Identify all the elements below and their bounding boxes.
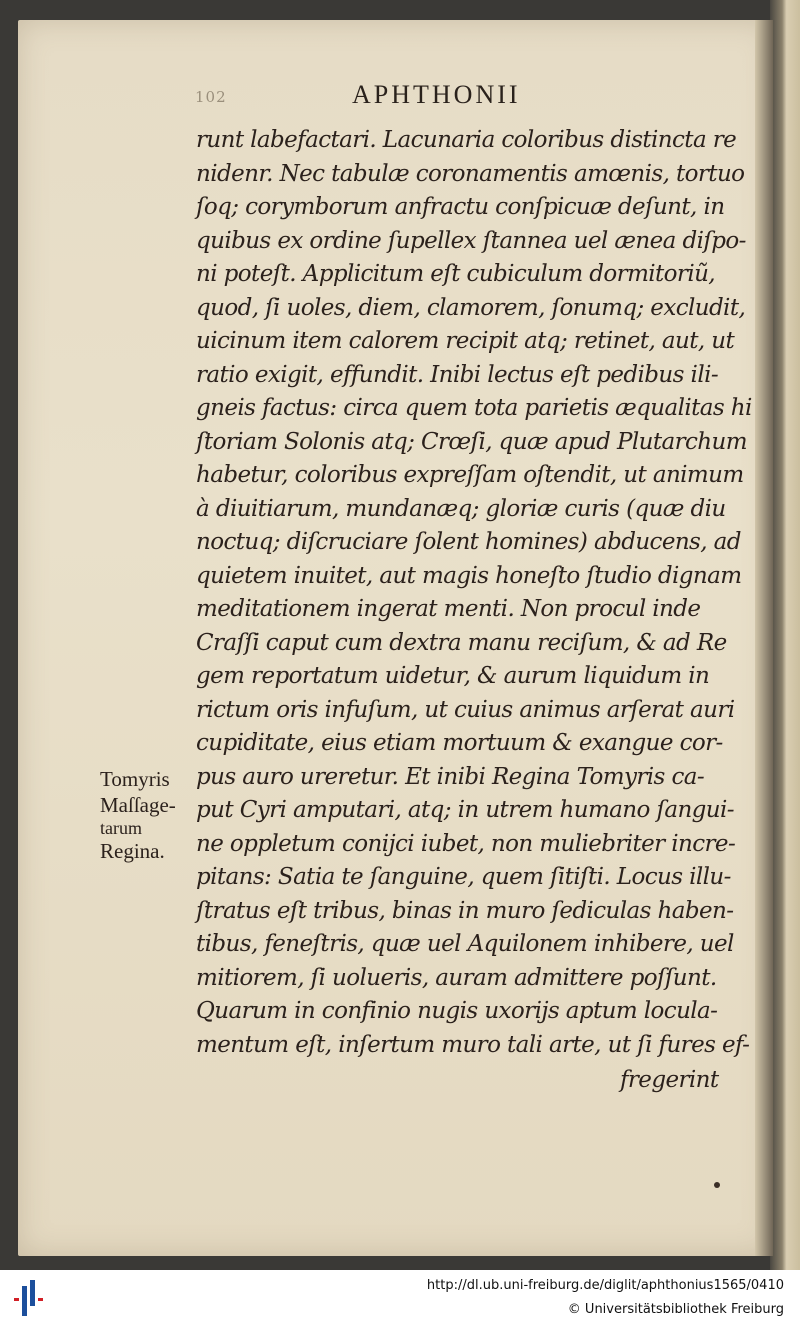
facing-page-edge [770,0,800,1270]
text-line: gneis factus: circa quem tota parietis æqualitas hi [196,395,752,421]
text-line: ſtoriam Solonis atq; Crœſi, quæ apud Plutarchum [196,428,747,455]
text-line: noctuq; diſcruciare ſolent homines) abducens, ad [196,529,741,555]
text-line: uicinum item calorem recipit atq; retinet, aut, ut [196,328,735,354]
margin-note [100,766,176,864]
text-line: runt labefactari. Lacunaria coloribus distincta re [196,127,737,153]
page-gutter [755,20,773,1256]
text-line: quod, ſi uoles, diem, clamorem, ſonumq; excludit, [196,294,746,321]
text-line: à diuitiarum, mundanæq; gloriæ curis (quæ diu [196,495,726,522]
running-head: APHTHONII [352,80,521,109]
text-line: mentum eſt, inſertum muro tali arte, ut ſi fures ef- [196,1031,750,1058]
text-line: rictum oris infuſum, ut cuius animus arſerat auri [196,696,735,723]
text-line: cupiditate, eius etiam mortuum & exangue cor- [196,730,723,756]
margin-note-line: Tomyris [100,767,170,791]
text-line: meditationem ingerat menti. Non procul inde [196,596,701,622]
text-line: Quarum in confinio nugis uxorijs aptum loculа- [196,998,718,1024]
permalink-url[interactable]: http://dl.ub.uni-freiburg.de/diglit/aphthonius1565/0410 [426,1278,784,1293]
text-line: mitiorem, ſi uolueris, auram admittere poſſunt. [196,964,717,991]
text-line: ratio exigit, effundit. Inibi lectus eſt pedibus ili- [196,361,718,388]
copyright-notice: © Universitätsbibliothek Freiburg [567,1302,784,1317]
ub-freiburg-logo-icon [10,1278,50,1318]
folio-number: 102 [195,88,227,106]
catchword: fregerint [620,1067,719,1093]
margin-note-line: tarum [100,818,142,838]
text-line: ſoq; corymborum anfractu conſpicuæ deſunt, in [196,194,725,220]
viewer-footer [0,1270,800,1326]
text-line: tibus, feneſtris, quæ uel Aquilonem inhibere, uel [196,931,734,957]
text-line: Craſſi caput cum dextra manu reciſum, & ad Re [196,629,727,656]
text-line: habetur, coloribus expreſſam oſtendit, ut animum [196,462,744,488]
text-line: quietem inuitet, aut magis honeſto ſtudio dignam [196,562,742,589]
text-line: ſtratus eſt tribus, binas in muro ſediculas haben- [196,897,734,924]
text-line: pus auro ureretur. Et inibi Regina Tomyris ca- [196,763,705,790]
text-line: ne oppletum conijci iubet, non muliebriter incre- [196,830,736,857]
text-line: nidenr. Nec tabulæ coronamentis amœnis, tortuo [196,160,745,187]
text-line: gem reportatum uidetur, & aurum liquidum in [196,663,710,689]
margin-note-line: Regina. [100,839,165,863]
margin-note-line: Maſſage- [100,793,176,817]
text-line: put Cyri amputari, atq; in utrem humano ſangui- [196,797,734,823]
page-body-text [196,124,752,1062]
text-line: quibus ex ordine ſupellex ſtannea uel ænea diſpo- [196,227,746,254]
text-line: pitans: Satia te ſanguine, quem ſitiſti. Locus illu- [196,864,731,890]
ink-dot [714,1182,720,1188]
text-line: ni poteſt. Applicitum eſt cubiculum dormitoriũ, [196,261,715,287]
